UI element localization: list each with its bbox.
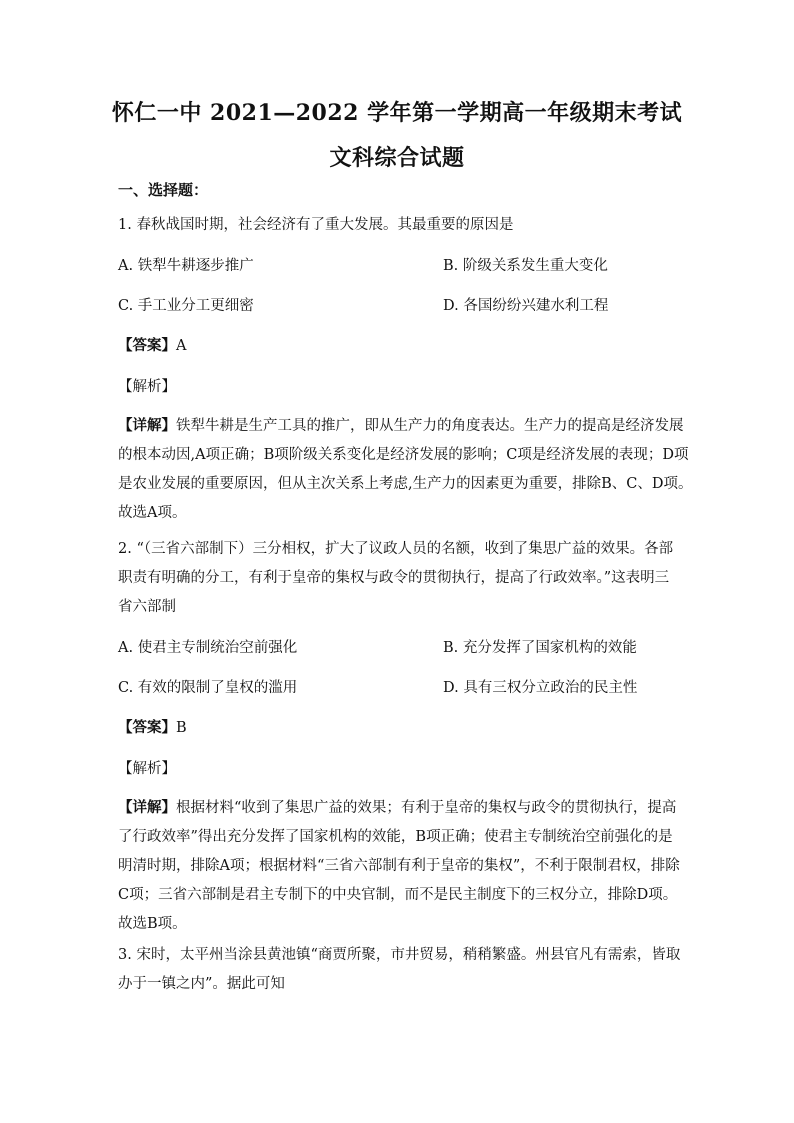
question-3-stem — [118, 941, 681, 999]
detail-line: 故选A项。 — [118, 505, 187, 521]
detail-line: 的根本动因,A项正确；B项阶级关系变化是经济发展的影响；C项是经济发展的表现；D项 — [118, 447, 689, 463]
exam-title: 怀仁一中 2021—2022 学年第一学期高一年级期末考试 — [111, 100, 683, 126]
answer-value: B — [176, 720, 187, 736]
question-1-option-a: A. 铁犁牛耕逐步推广 — [118, 258, 254, 274]
question-1-stem: 1. 春秋战国时期，社会经济有了重大发展。其最重要的原因是 — [118, 217, 514, 233]
detail-line: 了行政效率”得出充分发挥了国家机构的效能，B项正确；使君主专制统治空前强化的是 — [118, 829, 673, 845]
question-1-analysis-tag: 【解析】 — [118, 379, 176, 395]
stem-line: 省六部制 — [118, 599, 176, 615]
question-1-option-b: B. 阶级关系发生重大变化 — [443, 258, 608, 274]
question-2-stem — [118, 535, 674, 622]
question-2-detail — [118, 793, 680, 939]
question-1-detail — [118, 411, 693, 528]
stem-line: 职责有明确的分工，有利于皇帝的集权与政令的贯彻执行，提高了行政效率。”这表明三 — [118, 570, 670, 586]
answer-tag: 【答案】 — [118, 719, 176, 736]
detail-tag: 【详解】 — [118, 417, 176, 434]
answer-tag: 【答案】 — [118, 337, 176, 354]
stem-line: 2. “（三省六部制下）三分相权，扩大了议政人员的名额，收到了集思广益的效果。各部 — [118, 541, 674, 557]
detail-tag: 【详解】 — [118, 799, 176, 816]
question-2-option-b: B. 充分发挥了国家机构的效能 — [443, 640, 637, 656]
stem-line: 办于一镇之内”。据此可知 — [118, 976, 285, 992]
section-heading: 一、选择题： — [118, 181, 209, 199]
question-1-answer — [118, 334, 186, 355]
detail-line: 铁犁牛耕是生产工具的推广，即从生产力的角度表达。生产力的提高是经济发展 — [176, 418, 684, 434]
detail-line: C项；三省六部制是君主专制下的中央官制，而不是民主制度下的三权分立，排除D项。 — [118, 887, 678, 903]
question-2-analysis-tag: 【解析】 — [118, 761, 176, 777]
question-1-option-c: C. 手工业分工更细密 — [118, 298, 254, 314]
question-1-option-d: D. 各国纷纷兴建水利工程 — [443, 298, 609, 314]
question-2-answer — [118, 716, 187, 737]
detail-line: 明清时期，排除A项；根据材料“三省六部制有利于皇帝的集权”，不利于限制君权，排除 — [118, 858, 680, 874]
question-2-option-c: C. 有效的限制了皇权的滥用 — [118, 680, 298, 696]
detail-line: 是农业发展的重要原因，但从主次关系上考虑,生产力的因素更为重要，排除B、C、D项。 — [118, 476, 693, 492]
question-2-option-d: D. 具有三权分立政治的民主性 — [443, 680, 638, 696]
answer-value: A — [176, 338, 187, 354]
detail-line: 故选B项。 — [118, 916, 187, 932]
exam-subtitle: 文科综合试题 — [329, 145, 465, 171]
stem-line: 3. 宋时，太平州当涂县黄池镇“商贾所聚，市井贸易，稍稍繁盛。州县官凡有需索，皆取 — [118, 947, 681, 963]
question-2-option-a: A. 使君主专制统治空前强化 — [118, 640, 298, 656]
detail-line: 根据材料“收到了集思广益的效果；有利于皇帝的集权与政令的贯彻执行，提高 — [176, 800, 677, 816]
